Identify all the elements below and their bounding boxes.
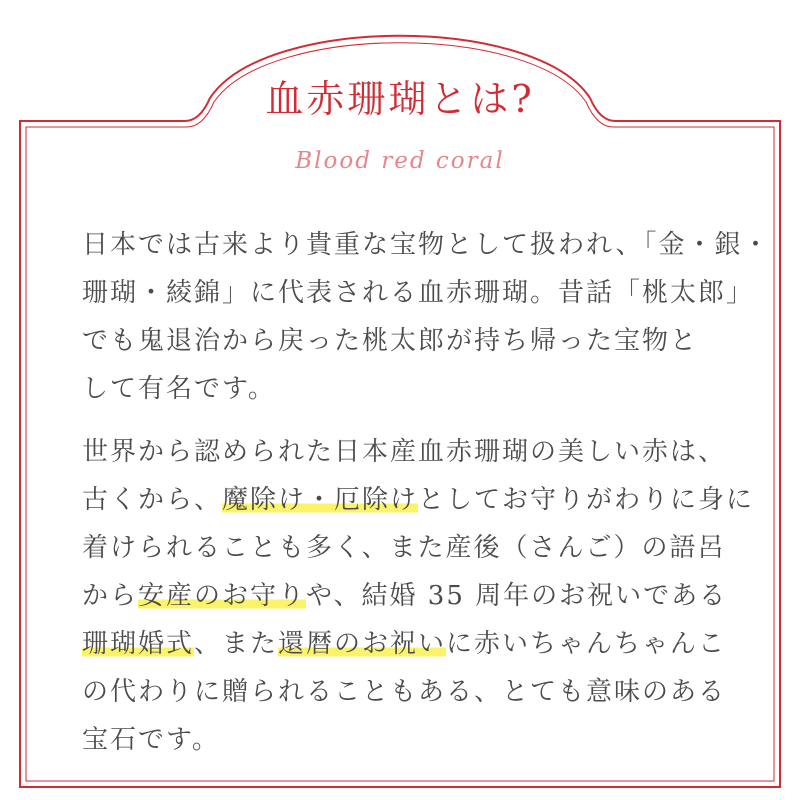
text-line <box>82 572 732 620</box>
text-line <box>82 476 755 524</box>
page-title: 血赤珊瑚とは? <box>265 77 535 121</box>
highlighted-phrase: 安産のお守り <box>138 581 307 611</box>
text-line <box>82 620 732 668</box>
text-line: 着けられることも多く、また産後（さんご）の語呂 <box>82 533 726 563</box>
highlighted-phrase: 珊瑚婚式 <box>82 629 195 659</box>
text-line: 世界から認められた日本産血赤珊瑚の美しい赤は、 <box>82 437 727 467</box>
text-line: して有名です。 <box>82 374 276 404</box>
text-line: の代わりに贈られることもある、とても意味のある <box>82 677 727 707</box>
highlighted-phrase: 魔除け・厄除け <box>222 485 419 515</box>
meaning-paragraph <box>82 428 755 764</box>
text-segment: としてお守りがわりに身に <box>418 485 755 515</box>
text-line: 珊瑚・綾錦」に代表される血赤珊瑚。昔話「桃太郎」 <box>82 278 755 308</box>
text-segment: から <box>82 581 139 611</box>
text-segment: や、結婚 35 周年のお祝いである <box>306 581 728 611</box>
text-segment: に赤いちゃんちゃんこ <box>446 629 727 659</box>
highlighted-phrase: 還暦のお祝い <box>278 629 447 659</box>
text-line: 日本では古来より貴重な宝物として扱われ、「金・銀・ <box>82 230 771 260</box>
text-segment: 、また <box>194 629 279 659</box>
intro-paragraph <box>82 221 771 413</box>
text-line: 宝石です。 <box>82 725 220 755</box>
page-subtitle: Blood red coral <box>295 148 505 174</box>
text-segment: 古くから、 <box>82 485 223 515</box>
text-line: でも鬼退治から戻った桃太郎が持ち帰った宝物と <box>82 326 699 356</box>
